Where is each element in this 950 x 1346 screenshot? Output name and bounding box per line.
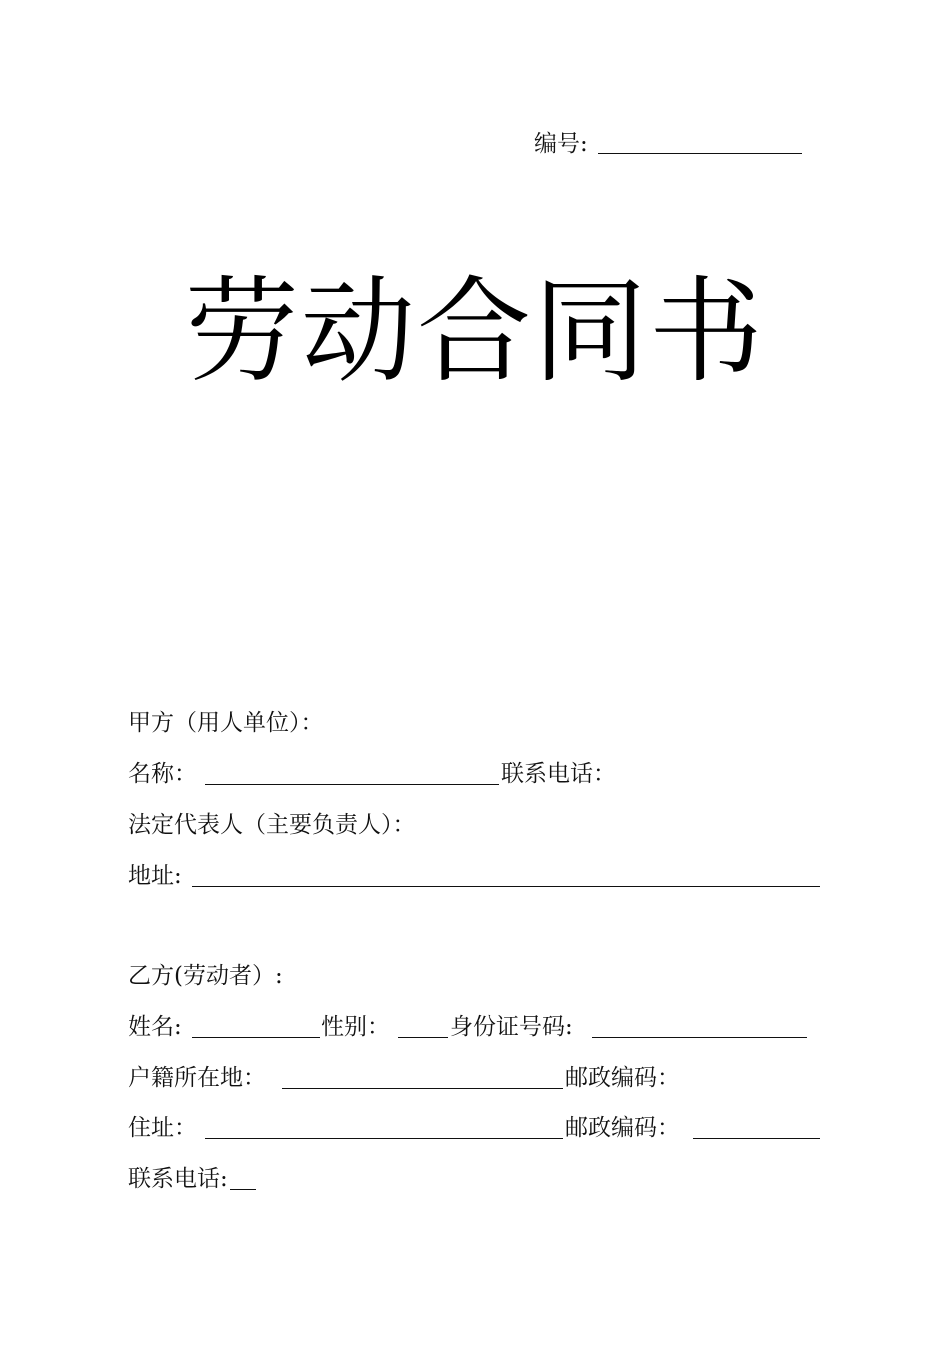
contract-number-field[interactable]: [598, 153, 802, 154]
party-a-phone-label: 联系电话：: [501, 761, 616, 787]
party-b-heading: 乙方(劳动者）:: [128, 963, 283, 989]
party-b-id-field[interactable]: [592, 1037, 807, 1038]
party-b-id-label: 身份证号码:: [450, 1014, 573, 1040]
party-a-address-label: 地址:: [128, 863, 182, 889]
party-b-gender-label: 性别：: [321, 1014, 390, 1040]
party-a-address-field[interactable]: [192, 886, 820, 887]
party-b-phone-label: 联系电话:: [128, 1166, 228, 1192]
party-b-household-label: 户籍所在地：: [128, 1065, 266, 1091]
party-b-name-field[interactable]: [192, 1037, 320, 1038]
party-a-name-label: 名称：: [128, 761, 197, 787]
party-a-legal-rep-label: 法定代表人（主要负责人）：: [128, 812, 416, 838]
party-b-postcode-field-2[interactable]: [693, 1138, 820, 1139]
party-a-heading: 甲方（用人单位）：: [128, 710, 324, 736]
party-b-postcode-label-2: 邮政编码：: [565, 1115, 680, 1141]
party-b-residence-label: 住址：: [128, 1115, 197, 1141]
contract-number-label: 编号:: [534, 131, 588, 157]
party-a-name-field[interactable]: [205, 784, 499, 785]
party-b-postcode-label-1: 邮政编码：: [565, 1065, 680, 1091]
party-b-gender-field[interactable]: [398, 1037, 448, 1038]
party-b-residence-field[interactable]: [205, 1138, 563, 1139]
party-b-name-label: 姓名:: [128, 1014, 182, 1040]
party-b-phone-field[interactable]: [230, 1189, 256, 1190]
page-title: 劳动合同书: [184, 265, 765, 398]
party-b-household-field[interactable]: [282, 1088, 563, 1089]
